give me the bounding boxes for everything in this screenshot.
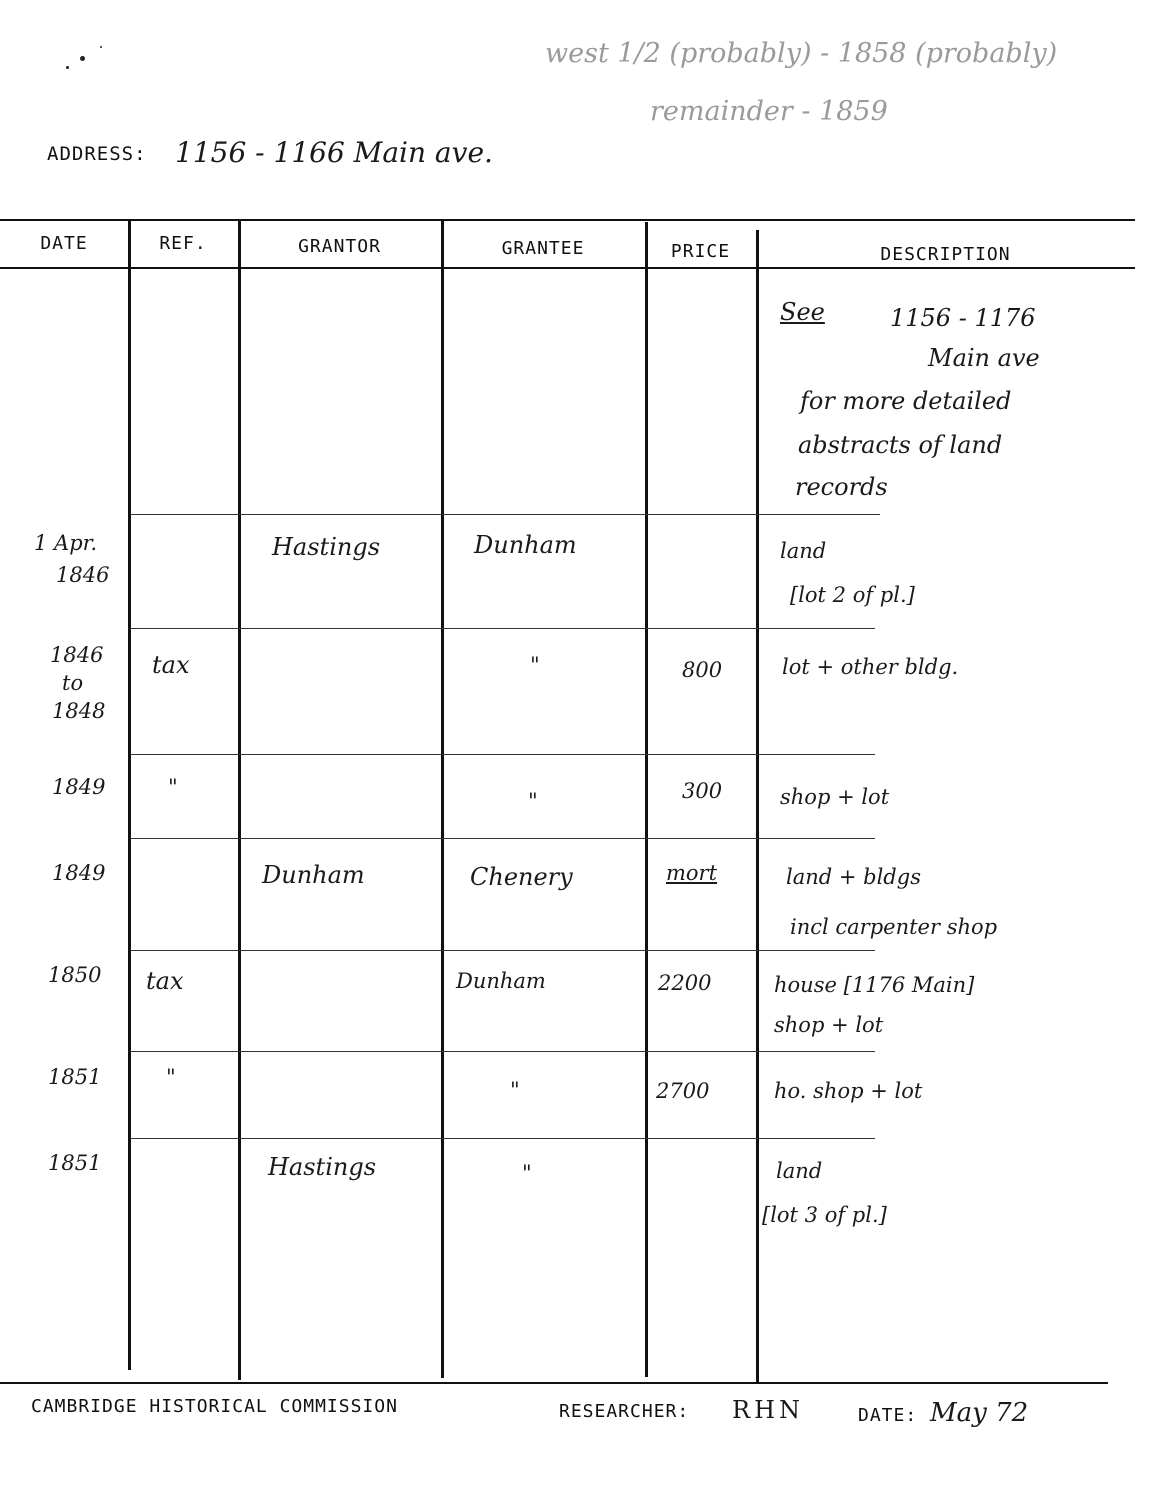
see-note-line: 1156 - 1176 (890, 304, 1036, 332)
row-grantee: " (528, 789, 538, 813)
row-grantee: " (530, 653, 540, 677)
address-label: ADDRESS: (47, 143, 147, 165)
row-separator (130, 1051, 875, 1052)
see-note: See (780, 298, 825, 326)
column-divider (238, 220, 241, 1380)
row-separator (130, 628, 875, 629)
row-separator (130, 950, 875, 951)
row-description: [lot 2 of pl.] (790, 583, 915, 607)
researcher-value: RHN (732, 1396, 804, 1424)
row-description: shop + lot (780, 785, 890, 809)
footer-border (0, 1382, 1108, 1384)
pencil-annotation-line1: west 1/2 (probably) - 1858 (probably) (545, 38, 1058, 69)
row-date: 1851 (48, 1065, 102, 1089)
header-ref: REF. (159, 233, 207, 254)
see-note-line: for more detailed (800, 387, 1012, 415)
date-value: May 72 (930, 1398, 1029, 1428)
row-date: 1851 (48, 1151, 102, 1175)
row-description: land + bldgs (786, 865, 921, 889)
row-ref: " (168, 775, 178, 799)
row-grantee: Dunham (474, 531, 577, 559)
see-note-line: Main ave (928, 344, 1040, 372)
row-description: land (776, 1159, 823, 1183)
header-bottom-border (0, 267, 1135, 269)
see-note-line: records (795, 473, 888, 501)
column-divider (128, 220, 131, 1370)
row-description: lot + other bldg. (782, 655, 959, 679)
row-description: house [1176 Main] (774, 973, 975, 997)
header-date: DATE (40, 233, 88, 254)
row-price: 2700 (656, 1079, 710, 1103)
row-grantor: Dunham (262, 861, 365, 889)
date-label: DATE: (858, 1405, 918, 1426)
researcher-label: RESEARCHER: (559, 1401, 690, 1422)
row-description: [lot 3 of pl.] (762, 1203, 887, 1227)
row-description: shop + lot (774, 1013, 884, 1037)
row-grantor: Hastings (268, 1153, 377, 1181)
row-price: 800 (682, 658, 723, 682)
column-divider (645, 222, 648, 1377)
row-date: 1846 (50, 643, 104, 667)
header-grantee: GRANTEE (501, 238, 585, 259)
row-price: 300 (682, 779, 723, 803)
row-price: mort (666, 861, 718, 885)
pencil-annotation-line2: remainder - 1859 (650, 96, 888, 127)
column-divider (756, 230, 759, 1382)
row-separator (130, 838, 875, 839)
row-grantor: Hastings (272, 533, 381, 561)
row-separator (130, 514, 880, 515)
row-date: 1 Apr. (34, 531, 98, 555)
row-grantee: Dunham (456, 969, 546, 993)
header-description: DESCRIPTION (880, 244, 1011, 265)
row-description: ho. shop + lot (774, 1079, 923, 1103)
row-date: 1849 (52, 861, 106, 885)
header-grantor: GRANTOR (298, 236, 381, 257)
speck-mark (100, 46, 102, 48)
row-grantee: " (510, 1078, 520, 1102)
row-grantee: " (522, 1161, 532, 1185)
speck-mark (80, 56, 85, 61)
row-date: to (62, 671, 84, 695)
row-price: 2200 (658, 971, 712, 995)
org-name: CAMBRIDGE HISTORICAL COMMISSION (31, 1396, 398, 1417)
row-separator (130, 754, 875, 755)
row-date: 1846 (56, 563, 110, 587)
row-date: 1848 (52, 699, 106, 723)
column-divider (441, 220, 444, 1378)
header-price: PRICE (670, 241, 731, 262)
row-description: incl carpenter shop (790, 915, 998, 939)
row-ref: tax (152, 651, 190, 679)
speck-mark (66, 66, 69, 69)
row-ref: " (166, 1065, 176, 1089)
row-description: land (780, 539, 827, 563)
row-grantee: Chenery (470, 863, 573, 891)
row-date: 1849 (52, 775, 106, 799)
row-ref: tax (146, 967, 184, 995)
table-top-border (0, 219, 1135, 221)
row-date: 1850 (48, 963, 102, 987)
row-separator (130, 1138, 875, 1139)
address-value: 1156 - 1166 Main ave. (175, 136, 493, 169)
see-note-line: abstracts of land (798, 431, 1003, 459)
